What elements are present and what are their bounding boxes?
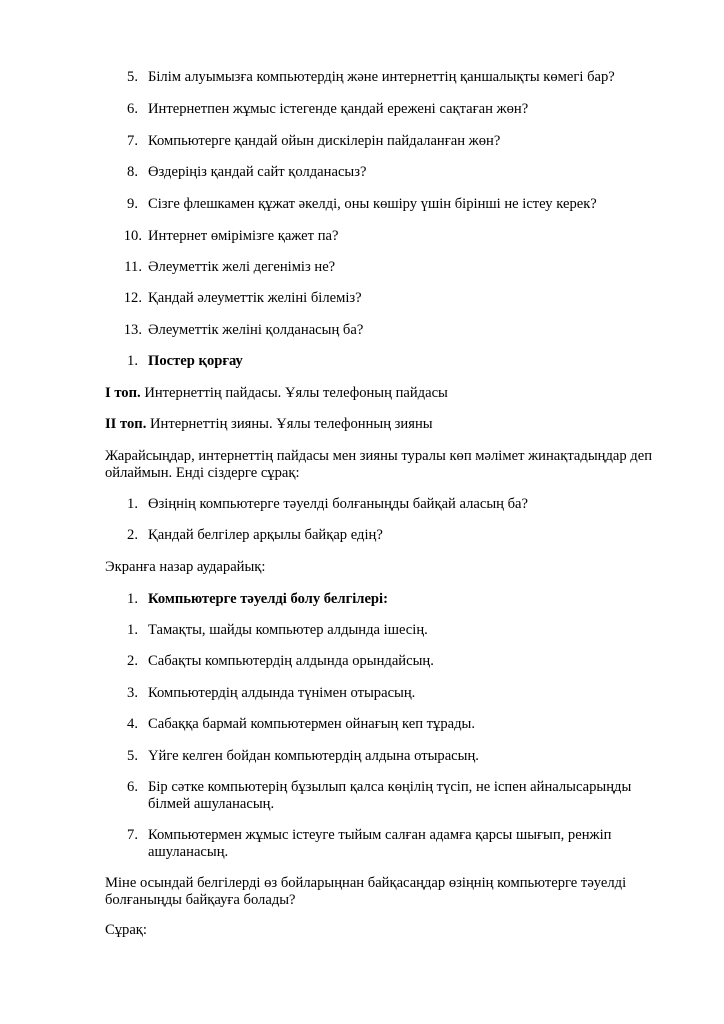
- list-number: 1.: [127, 591, 138, 607]
- paragraph-conclusion: Міне осындай белгілерді өз бойларыңнан байқасаңдар өзіңнің компьютерге тәуелді болғаныңды байқауға болады?: [105, 875, 627, 908]
- list-number: 5.: [127, 748, 138, 764]
- list-text: Компьютермен жұмыс істеуге тыйым салған адамға қарсы шығып, ренжіп ашуланасың.: [148, 827, 612, 860]
- list-text: Компьютерге қандай ойын дискілерін пайдаланған жөн?: [148, 133, 501, 149]
- list-number: 10.: [123, 228, 142, 244]
- group-text: Интернеттің пайдасы. Ұялы телефоның пайдасы: [140, 385, 448, 401]
- list-text: Тамақты, шайды компьютер алдында ішесің.: [148, 622, 428, 638]
- list-number: 1.: [127, 353, 138, 369]
- list-number: 8.: [127, 164, 138, 180]
- paragraph-intro: Жарайсыңдар, интернеттің пайдасы мен зияны туралы көп мәлімет жинақтадыңдар деп ойлаймын. Енді сіздерге сұрақ:: [105, 448, 653, 481]
- heading-text: Постер қорғау: [148, 353, 243, 369]
- group-label: ІІ топ.: [105, 416, 147, 432]
- list-number: 9.: [127, 196, 138, 212]
- group-label: І топ.: [105, 385, 141, 401]
- list-text: Білім алуымызға компьютердің және интернеттің қаншалықты көмегі бар?: [148, 69, 615, 85]
- list-number: 1.: [127, 622, 138, 638]
- list-number: 7.: [127, 827, 138, 843]
- list-text: Қандай белгілер арқылы байқар едің?: [148, 527, 383, 543]
- list-text: Үйге келген бойдан компьютердің алдына отырасың.: [148, 748, 479, 764]
- list-number: 7.: [127, 133, 138, 149]
- list-text: Өздеріңіз қандай сайт қолданасыз?: [148, 164, 367, 180]
- list-number: 1.: [127, 496, 138, 512]
- list-text: Өзіңнің компьютерге тәуелді болғаныңды байқай аласың ба?: [148, 496, 528, 512]
- list-text: Интернет өмірімізге қажет па?: [148, 228, 339, 244]
- list-number: 2.: [127, 653, 138, 669]
- list-number: 4.: [127, 716, 138, 732]
- group-one: [105, 385, 448, 402]
- list-number: 11.: [124, 259, 142, 275]
- group-two: [105, 416, 433, 433]
- list-text: Әлеуметтік желі дегеніміз не?: [148, 259, 336, 275]
- list-number: 13.: [123, 322, 142, 338]
- list-text: Компьютердің алдында түнімен отырасың.: [148, 685, 416, 701]
- list-number: 6.: [127, 101, 138, 117]
- list-text: Интернетпен жұмыс істегенде қандай ережені сақтаған жөн?: [148, 101, 529, 117]
- group-text: Интернеттің зияны. Ұялы телефонның зияны: [146, 416, 433, 432]
- list-text: Әлеуметтік желіні қолданасың ба?: [148, 322, 364, 338]
- screen-note: Экранға назар аударайық:: [105, 559, 266, 575]
- list-number: 5.: [127, 69, 138, 85]
- list-number: 6.: [127, 779, 138, 795]
- list-number: 2.: [127, 527, 138, 543]
- list-text: Қандай әлеуметтік желіні білеміз?: [148, 290, 362, 306]
- heading-text: Компьютерге тәуелді болу белгілері:: [148, 591, 388, 607]
- list-text: Сізге флешкамен құжат әкелді, оны көшіру үшін бірінші не істеу керек?: [148, 196, 597, 212]
- list-number: 3.: [127, 685, 138, 701]
- list-text: Сабақты компьютердің алдында орындайсың.: [148, 653, 434, 669]
- list-text: Бір сәтке компьютерің бұзылып қалса көңілің түсіп, не іспен айналысарыңды білмей ашуланасың.: [148, 779, 632, 812]
- question-label: Сұрақ:: [105, 922, 147, 938]
- list-number: 12.: [123, 290, 142, 306]
- list-text: Сабаққа бармай компьютермен ойнағың кеп тұрады.: [148, 716, 475, 732]
